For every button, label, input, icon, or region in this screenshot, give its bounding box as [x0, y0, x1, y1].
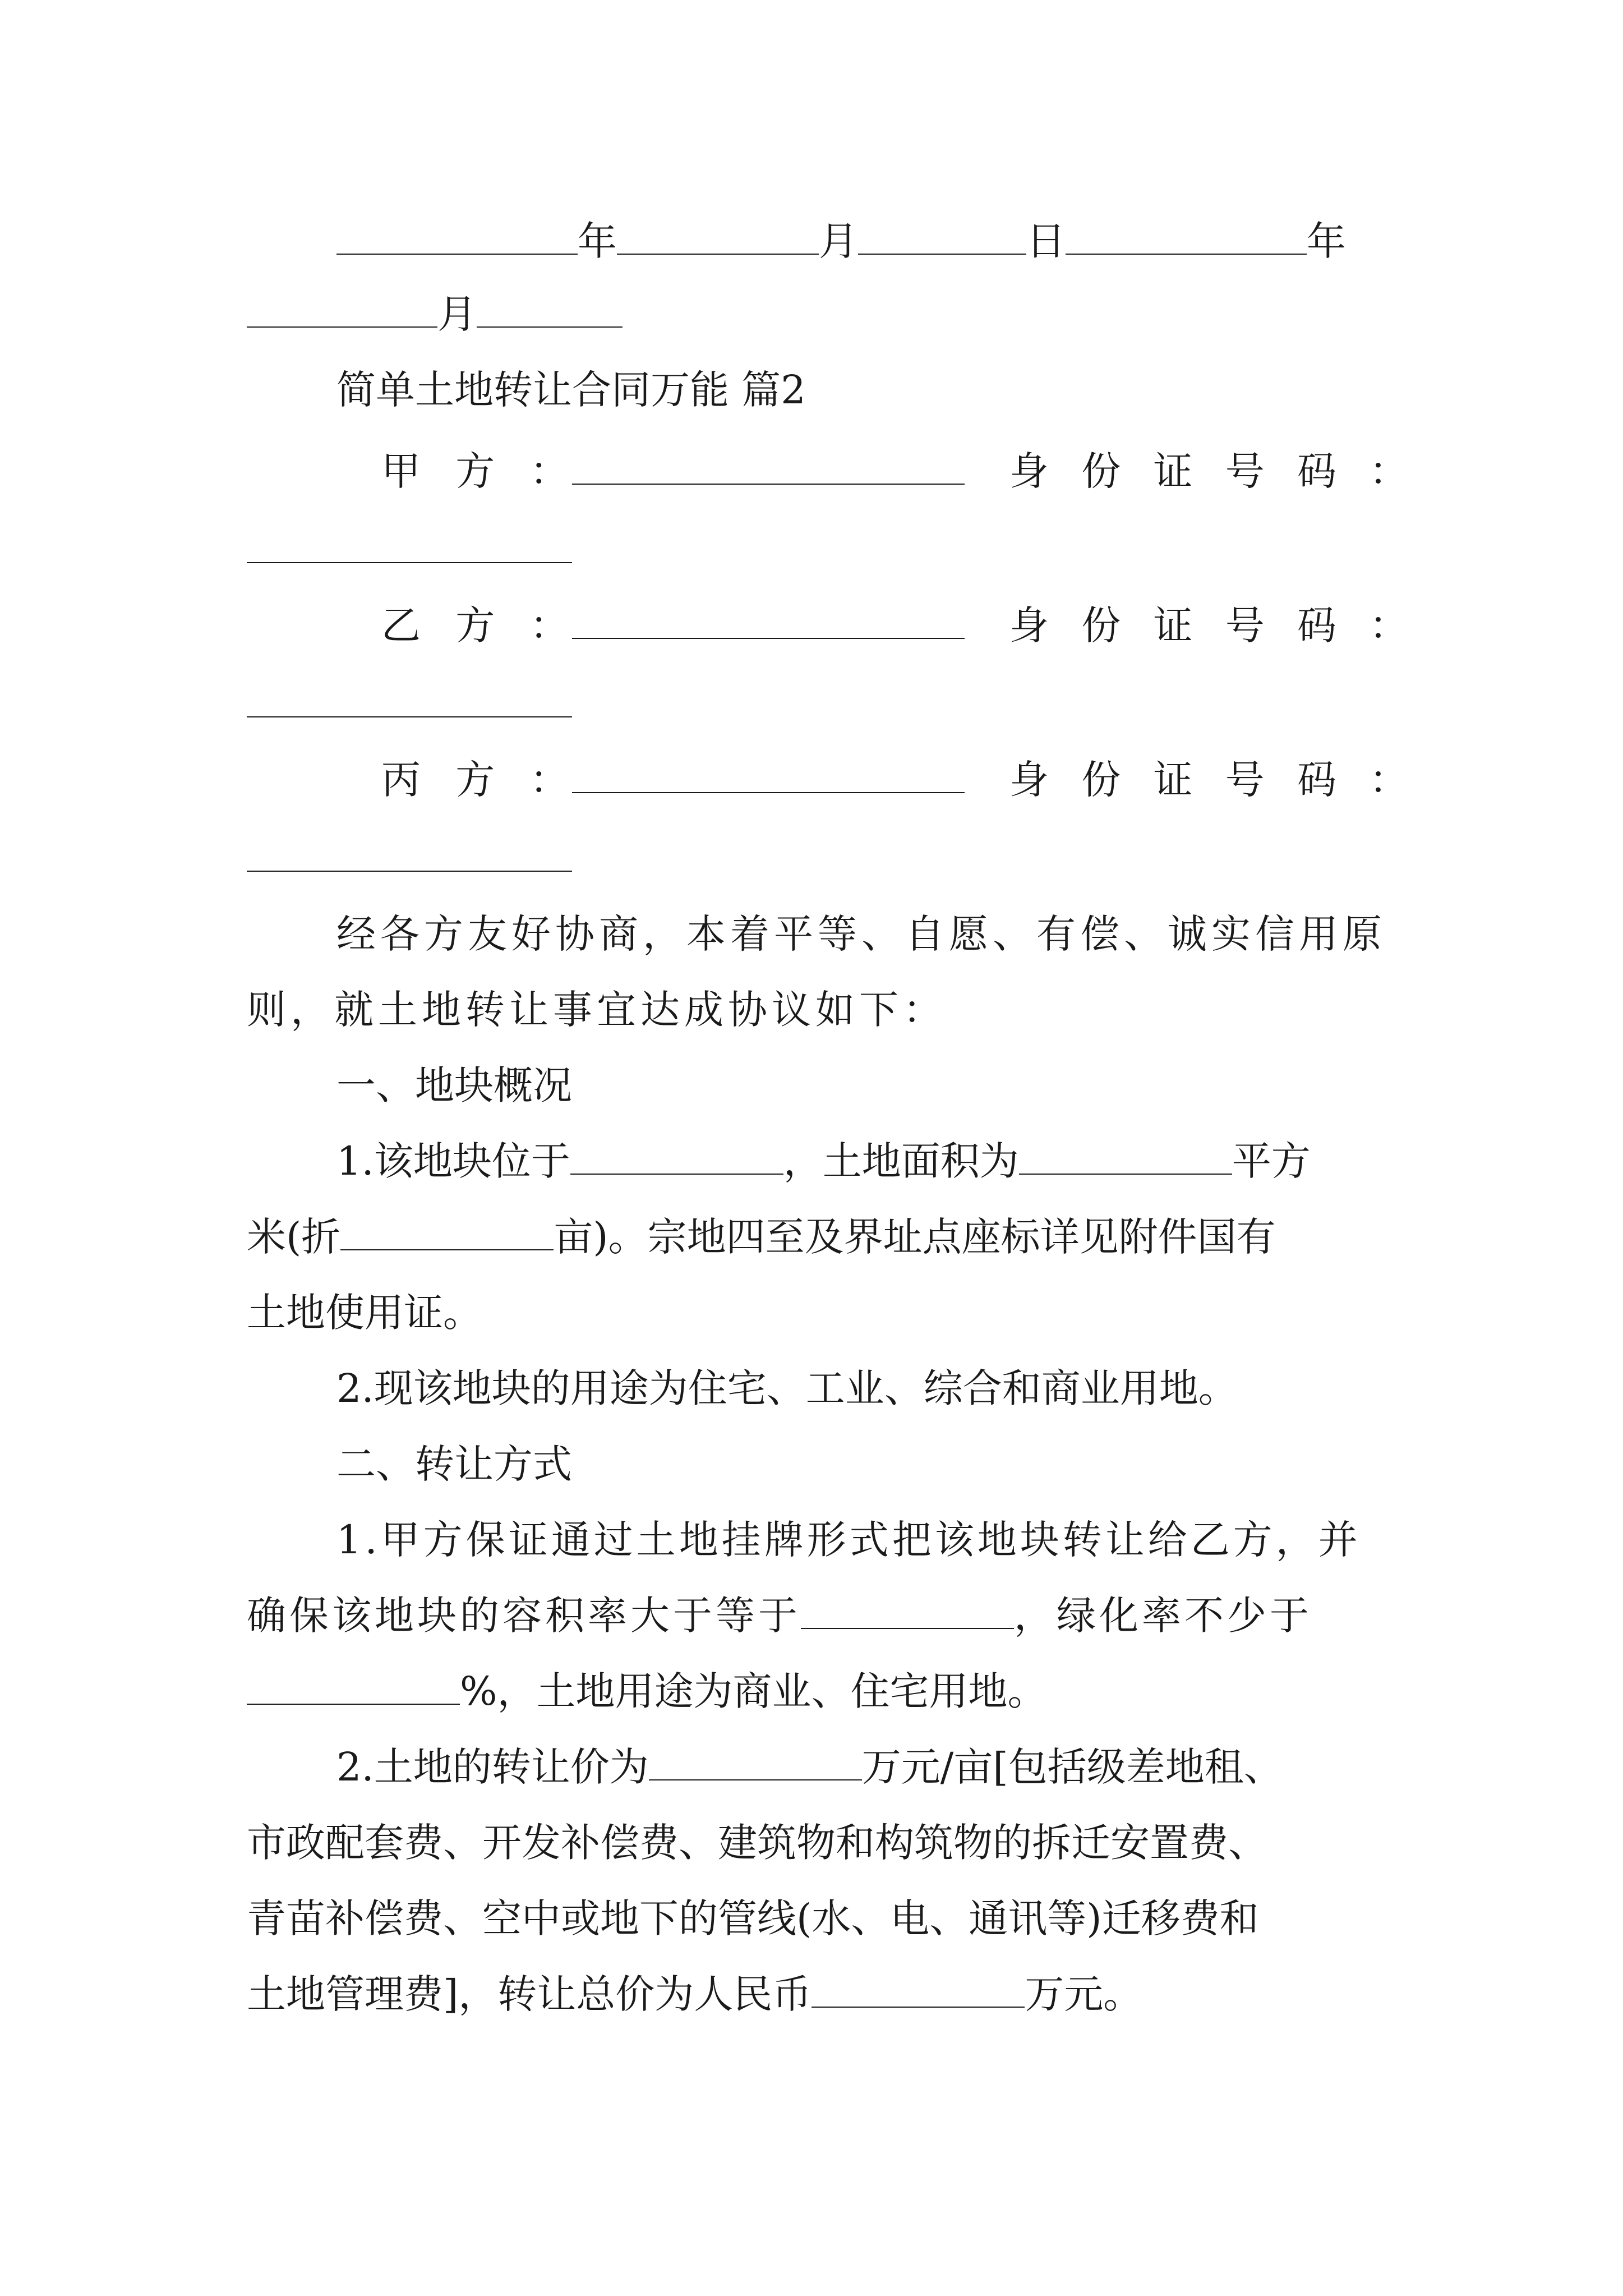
clause-fragment: 土地管理费]，转让总价为人民币	[247, 1971, 812, 2017]
clause-text	[247, 1663, 1047, 1719]
party-b-id-blank	[247, 676, 572, 732]
blank-field	[572, 638, 965, 639]
clause-fragment: 亩)。宗地四至及界址点座标详见附件国有	[554, 1214, 1276, 1260]
blank-field	[1019, 1174, 1232, 1175]
party-c-id-blank	[247, 830, 572, 886]
clause-text: 土地使用证。	[247, 1290, 482, 1336]
clause-text: 2.现该地块的用途为住宅、工业、综合和商业用地。	[336, 1365, 1238, 1411]
clause-fragment: %，土地用途为商业、住宅用地。	[460, 1668, 1047, 1714]
party-a-label: 甲 方 ：	[381, 448, 580, 494]
clause-text: 1.甲方保证通过土地挂牌形式把该地块转让给乙方，并	[336, 1517, 1361, 1563]
date-year-label: 年	[578, 218, 617, 264]
clause-text	[336, 1133, 1311, 1189]
blank-field	[801, 1628, 1014, 1629]
clause-text: 青苗补偿费、空中或地下的管线(水、电、通讯等)迁移费和	[247, 1895, 1259, 1941]
party-c-label: 丙 方 ：	[381, 757, 580, 803]
blank-field	[572, 484, 965, 485]
blank-field	[247, 1704, 460, 1705]
blank-field	[811, 2007, 1025, 2008]
clause-fragment: 万元。	[1025, 1971, 1143, 2017]
blank-field	[617, 254, 819, 255]
clause-text	[247, 1966, 1142, 2022]
party-a-id-blank	[247, 522, 572, 578]
clause-fragment: ，绿化率不少于	[1014, 1593, 1312, 1639]
blank-field	[649, 1779, 862, 1780]
party-a-line	[381, 443, 1418, 499]
clause-text	[247, 1209, 1276, 1265]
blank-field	[572, 792, 965, 793]
date-day-label: 日	[1026, 218, 1066, 264]
blank-field	[340, 1249, 554, 1250]
intro-text: 经各方友好协商，本着平等、自愿、有偿、诚实信用原	[336, 911, 1386, 957]
blank-field	[247, 716, 572, 717]
intro-text: 则，就土地转让事宜达成协议如下：	[247, 987, 947, 1033]
blank-field	[858, 254, 1026, 255]
id-number-label: 身 份 证 号 码 ：	[1009, 757, 1419, 803]
clause-fragment: 1.该地块位于	[336, 1138, 570, 1184]
party-c-line	[381, 752, 1418, 808]
date-line	[336, 213, 1346, 269]
party-b-line	[381, 597, 1418, 654]
blank-field	[247, 562, 572, 563]
clause-text	[336, 1739, 1283, 1795]
clause-fragment: ，土地面积为	[783, 1138, 1019, 1184]
date-line-continued	[247, 286, 623, 342]
clause-fragment: 万元/亩[包括级差地租、	[861, 1744, 1283, 1790]
clause-fragment: 平方	[1232, 1138, 1311, 1184]
date-year-label: 年	[1307, 218, 1346, 264]
party-b-label: 乙 方 ：	[381, 602, 580, 648]
id-number-label: 身 份 证 号 码 ：	[1009, 448, 1419, 494]
clause-text: 市政配套费、开发补偿费、建筑物和构筑物的拆迁安置费、	[247, 1820, 1267, 1866]
clause-fragment: 确保该地块的容积率大于等于	[247, 1593, 801, 1639]
clause-fragment: 米(折	[247, 1214, 341, 1260]
blank-field	[247, 326, 437, 328]
clause-fragment: 2.土地的转让价为	[336, 1744, 649, 1790]
contract-heading: 简单土地转让合同万能 篇2	[336, 367, 806, 413]
section-title: 一、地块概况	[336, 1062, 572, 1108]
blank-field	[247, 871, 572, 872]
date-month-label: 月	[819, 218, 858, 264]
section-title: 二、转让方式	[336, 1441, 572, 1487]
blank-field	[477, 326, 623, 328]
date-month-label: 月	[437, 291, 477, 337]
blank-field	[336, 254, 578, 255]
id-number-label: 身 份 证 号 码 ：	[1009, 602, 1419, 648]
clause-text	[247, 1588, 1312, 1644]
blank-field	[1066, 254, 1307, 255]
blank-field	[570, 1174, 783, 1175]
